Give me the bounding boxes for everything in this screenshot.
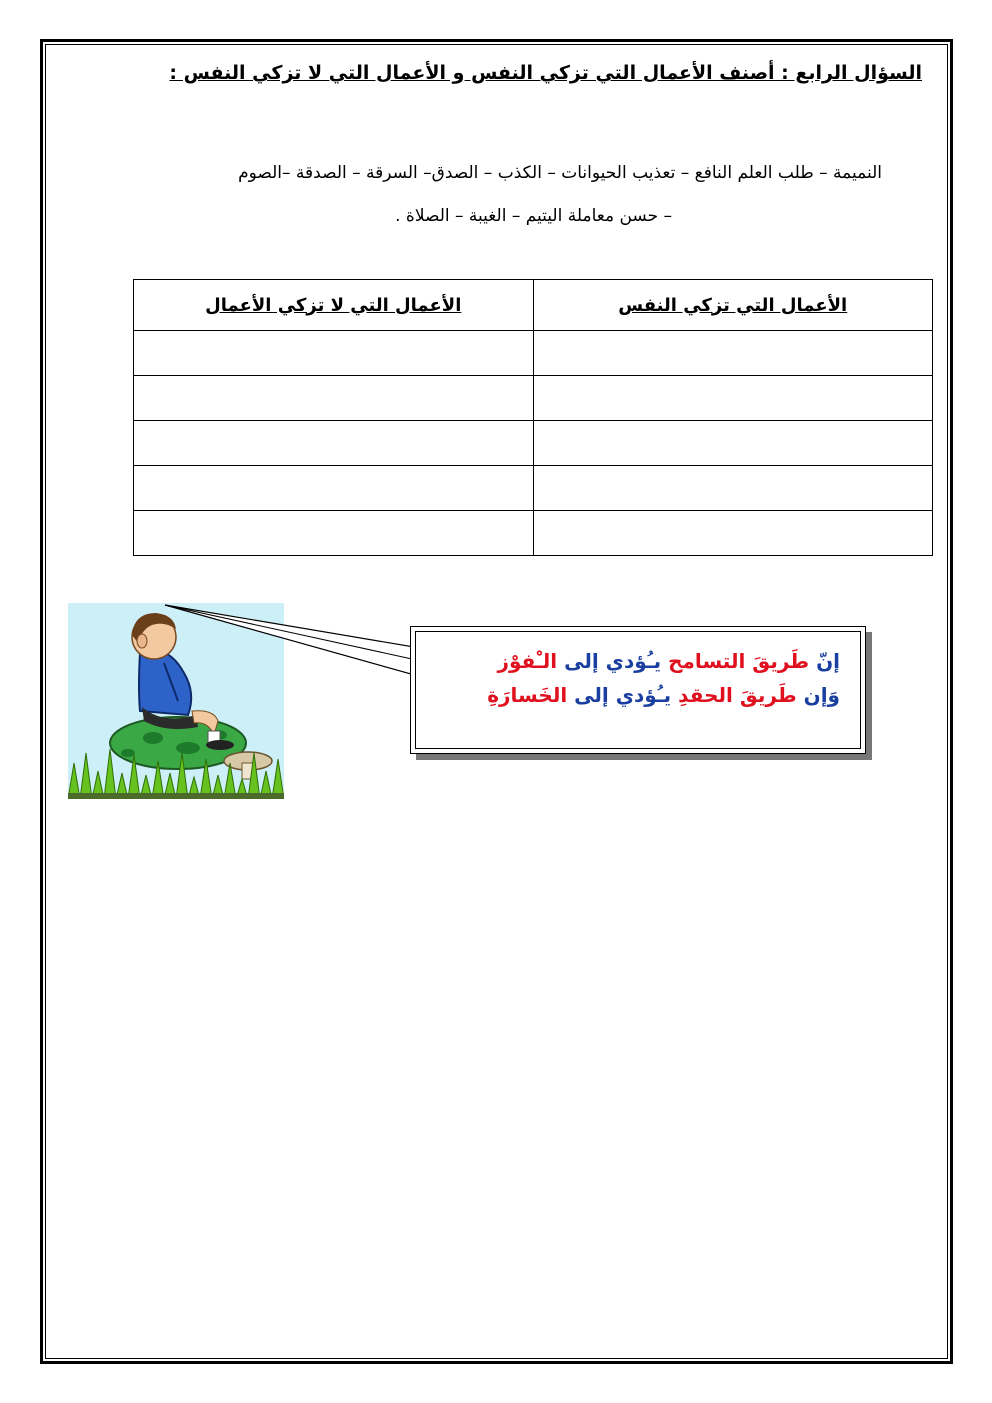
table-cell[interactable]: [533, 421, 933, 466]
table-row: [134, 331, 933, 376]
table-row: [134, 466, 933, 511]
proverb: [430, 644, 840, 712]
classification-table: [133, 279, 933, 556]
proverb-line-2: وَإن طَريقَ الحقدِ يـُؤدي إلى الخَسارَةِ: [487, 683, 840, 707]
table-cell[interactable]: [533, 511, 933, 556]
table-cell[interactable]: [533, 466, 933, 511]
table-row: [134, 421, 933, 466]
table-cell[interactable]: [533, 376, 933, 421]
table-row: [134, 511, 933, 556]
table-cell[interactable]: [134, 331, 534, 376]
word-list-line-1: النميمة – طلب العلم النافع – تعذيب الحيوانات – الكذب – الصدق– السرقة – الصدقة –الصوم: [238, 163, 882, 183]
header-non-purifying-deeds: الأعمال التي لا تزكي الأعمال: [134, 280, 534, 331]
table-cell[interactable]: [533, 331, 933, 376]
table-cell[interactable]: [134, 466, 534, 511]
table-cell[interactable]: [134, 511, 534, 556]
question-title: السؤال الرابع : أصنف الأعمال التي تزكي النفس و الأعمال التي لا تزكي النفس :: [169, 62, 922, 84]
header-purifying-deeds: الأعمال التي تزكي النفس: [533, 280, 933, 331]
table-row: [134, 376, 933, 421]
table-header-row: [134, 280, 933, 331]
proverb-line-1: إنّ طَريقَ التسامح يـُؤدي إلى الـْفوْز: [497, 649, 840, 673]
table-cell[interactable]: [134, 376, 534, 421]
word-list: [80, 152, 882, 238]
table-cell[interactable]: [134, 421, 534, 466]
word-list-line-2: – حسن معاملة اليتيم – الغيبة – الصلاة .: [395, 206, 672, 226]
boy-sitting-on-mushroom-illustration: [68, 603, 284, 799]
